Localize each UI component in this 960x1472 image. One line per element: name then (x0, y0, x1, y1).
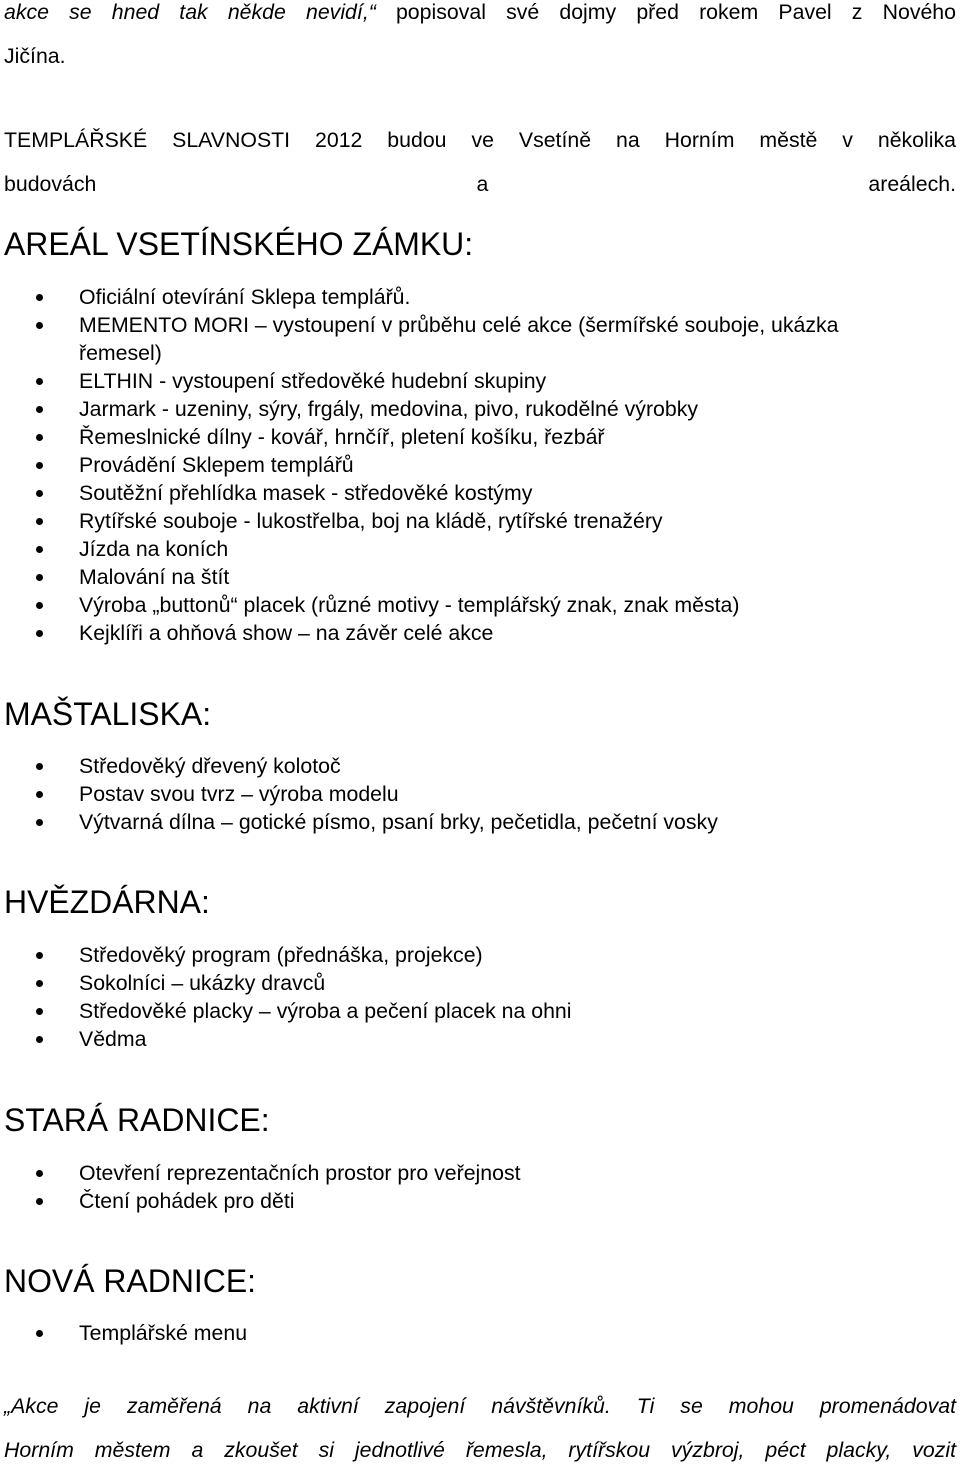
list-item-text: Rytířské souboje - lukostřelba, boj na kládě, rytířské trenažéry (79, 509, 663, 533)
bullet-icon (36, 630, 43, 637)
list-item (0, 1159, 940, 1187)
intro-quote-italic: akce se hned tak někde nevidí,“ (4, 0, 376, 24)
list-hvezdarna (0, 941, 940, 1053)
bullet-icon (36, 763, 43, 770)
list-nova-radnice (0, 1319, 940, 1347)
intro-line-1 (4, 0, 956, 34)
list-item (0, 395, 940, 423)
intro-paragraph (4, 0, 956, 78)
bullet-icon (36, 1008, 43, 1015)
list-item-text: Kejklíři a ohňová show – na závěr celé akce (79, 621, 494, 645)
list-item-text: Sokolníci – ukázky dravců (79, 971, 326, 995)
list-item-text: Středověký program (přednáška, projekce) (79, 943, 483, 967)
list-item-text: Otevření reprezentačních prostor pro veřejnost (79, 1161, 521, 1185)
list-item-text: řemesel) (79, 341, 162, 365)
bullet-icon (36, 490, 43, 497)
list-item-text: Templářské menu (79, 1321, 248, 1345)
festival-paragraph (4, 118, 956, 206)
list-item-text: Výtvarná dílna – gotické písmo, psaní brky, pečetidla, pečetní vosky (79, 810, 718, 834)
bullet-icon (36, 294, 43, 301)
list-item (0, 507, 940, 535)
list-item (0, 997, 940, 1025)
bullet-icon (36, 434, 43, 441)
list-item (0, 451, 940, 479)
bullet-icon (36, 952, 43, 959)
list-item (0, 479, 940, 507)
closing-paragraph (4, 1384, 956, 1472)
section-heading-hvezdarna: HVĚZDÁRNA: (4, 884, 210, 920)
intro-line-2: Jičína. (4, 44, 66, 68)
list-item-text: Jarmark - uzeniny, sýry, frgály, medovina, pivo, rukodělné výrobky (79, 397, 699, 421)
list-item (0, 969, 940, 997)
list-item-text: Oficiální otevírání Sklepa templářů. (79, 285, 411, 309)
bullet-icon (36, 574, 43, 581)
list-item-continuation (0, 339, 940, 367)
list-item-text: Malování na štít (79, 565, 230, 589)
section-heading-zamek: AREÁL VSETÍNSKÉHO ZÁMKU: (4, 226, 474, 262)
bullet-icon (36, 406, 43, 413)
bullet-icon (36, 980, 43, 987)
bullet-icon (36, 1198, 43, 1205)
list-item (0, 1187, 940, 1215)
list-item (0, 591, 940, 619)
list-item-text: ELTHIN - vystoupení středověké hudební skupiny (79, 369, 547, 393)
bullet-icon (36, 791, 43, 798)
intro-quote-attribution: popisoval své dojmy před rokem Pavel z Nového (375, 0, 956, 24)
list-item (0, 619, 940, 647)
list-item-text: Jízda na koních (79, 537, 229, 561)
list-item-text: MEMENTO MORI – vystoupení v průběhu celé akce (šermířské souboje, ukázka (79, 313, 839, 337)
festival-line-2: budovách a areálech. (4, 172, 956, 196)
bullet-icon (36, 518, 43, 525)
bullet-icon (36, 1036, 43, 1043)
list-item (0, 941, 940, 969)
bullet-icon (36, 602, 43, 609)
list-item-text: Řemeslnické dílny - kovář, hrnčíř, pletení košíku, řezbář (79, 425, 605, 449)
bullet-icon (36, 819, 43, 826)
section-heading-mastaliska: MAŠTALISKA: (4, 696, 212, 732)
list-item-text: Středověký dřevený kolotoč (79, 754, 341, 778)
list-item-text: Vědma (79, 1027, 147, 1051)
list-item (0, 1319, 940, 1347)
list-item-text: Soutěžní přehlídka masek - středověké kostýmy (79, 481, 533, 505)
list-mastaliska (0, 752, 940, 836)
list-stara-radnice (0, 1159, 940, 1215)
bullet-icon (36, 378, 43, 385)
list-item (0, 367, 940, 395)
section-heading-stara-radnice: STARÁ RADNICE: (4, 1102, 270, 1138)
list-item (0, 423, 940, 451)
list-item (0, 563, 940, 591)
list-item (0, 808, 940, 836)
list-item (0, 283, 940, 311)
list-item (0, 311, 940, 339)
list-item (0, 535, 940, 563)
bullet-icon (36, 462, 43, 469)
list-item (0, 780, 940, 808)
list-item (0, 1025, 940, 1053)
list-item-text: Čtení pohádek pro děti (79, 1189, 295, 1213)
list-item-text: Středověké placky – výroba a pečení placek na ohni (79, 999, 572, 1023)
festival-line-1: TEMPLÁŘSKÉ SLAVNOSTI 2012 budou ve Vsetíně na Horním městě v několika (4, 128, 956, 152)
list-zamek (0, 283, 940, 647)
bullet-icon (36, 546, 43, 553)
closing-line-2: Horním městem a zkoušet si jednotlivé řemesla, rytířskou výzbroj, péct placky, vozit (4, 1438, 956, 1462)
section-heading-nova-radnice: NOVÁ RADNICE: (4, 1263, 256, 1299)
bullet-icon (36, 1170, 43, 1177)
list-item-text: Postav svou tvrz – výroba modelu (79, 782, 399, 806)
closing-line-1: „Akce je zaměřená na aktivní zapojení návštěvníků. Ti se mohou promenádovat (4, 1394, 956, 1418)
list-item-text: Provádění Sklepem templářů (79, 453, 354, 477)
list-item-text: Výroba „buttonů“ placek (různé motivy - templářský znak, znak města) (79, 593, 740, 617)
bullet-icon (36, 322, 43, 329)
bullet-icon (36, 1330, 43, 1337)
list-item (0, 752, 940, 780)
